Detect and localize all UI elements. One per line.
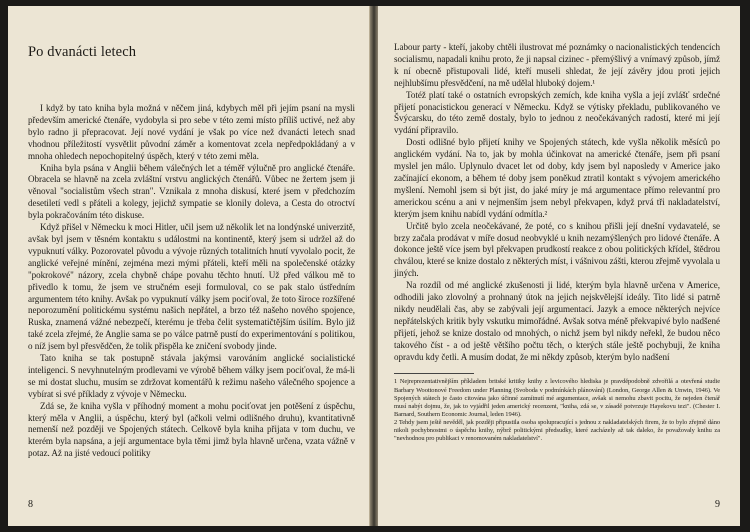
footnote: 1 Nejreprezentativnějším příkladem britské kritiky knihy z levicového hlediska je pravděpodobně zdvořilá a otevřená studie Barbary Woottonové Freedom under Planning (Svoboda v podmínkách plánování) (London, George Allen & Unwin, 1946). Ve Spojených státech je často citována jako účinné zamítnutí mé argumentace, avšak si nemohu zbavit pocitu, že nejeden čtenář musí nabýt dojmu, že, jak to vyjádřil jeden americký recenzent, "kniha, zdá se, v zásadě potvrzuje Hayekovu tezi". (Chester I. Barnard, Southern Economic Journal, leden 1946). [394,378,720,418]
chapter-title: Po dvanácti letech [28,44,137,60]
book-gutter [370,6,378,526]
left-body [28,103,355,460]
left-page [8,6,370,526]
paragraph: Zdá se, že kniha vyšla v příhodný moment a mohu pociťovat jen potěšení z úspěchu, který měla v Anglii, a úspěchu, který byl (ačkoli velmi odlišného druhu), kvantitativně nemenší než později ve Spojených státech. Celkově byla kniha přijata v tom duchu, ve kterém byla napsána, a její argumentace byla těmi jimž byla hlavně určena, vzata vážně v potaz. Až na jisté vedoucí politiky [28,400,355,459]
page-number-right: 9 [715,499,720,510]
paragraph: I když by tato kniha byla možná v něčem jiná, kdybych měl při jejím psaní na mysli především americké čtenáře, vydobyla si pro sebe v této zemi místo příliš uctivé, než aby bylo radno ji přepracovat. Její nové vydání je však po více než dvanácti letech snad vhodnou příležitostí vysvětlit původní záměr a komentovat zcela nepředpokládaný a v mnoha ohledech nepochopitelný úspěch, který v této zemi měla. [28,103,355,161]
footnote: 2 Tehdy jsem ještě nevěděl, jak později připustila osoba spolupracující s jednou z nakladatelských firem, že to bylo zřejmě dáno nikoli pochybnostmi o úspěchu knihy, nýbrž politickými předsudky, které zacházely až tak daleko, že považovaly knihu za "nevhodnou pro publikaci v renomovaném nakladatelství". [394,418,720,443]
footnotes [394,378,720,443]
paragraph: Dosti odlišné bylo přijetí knihy ve Spojených státech, kde vyšla několik měsíců po anglickém vydání. Na to, jak by mohla účinkovat na americké čtenáře, jsem při psaní myslel jen málo. Uplynulo dvacet let od doby, kdy jsem byl naposledy v Americe jako začínající ekonom, a během té doby jsem poněkud ztratil kontakt s vývojem amerického myšlení. Nemohl jsem si být jist, do jaké míry je má argumentace přímo relevantní pro americkou scénu a ani v nejmenším jsem nebyl překvapen, když prvá tři nakladatelství, kterým jsem knihu nabídl vydání odmítla.² [394,137,720,219]
right-body [394,42,720,363]
paragraph: Určitě bylo zcela neočekávané, že poté, co s knihou přišli její dnešní vydavatelé, se brzy začala prodávat v míře dosud neobvyklé u knih nezamýšlených pro lidové čtenáře. A dokonce ještě více jsem byl překvapen prudkostí reakce z obou politických křídel, štědrou chválou, které se knize dostalo z některých míst, i vášnivou zášti, kterou zřejmě vyvolala u jiných. [394,220,720,279]
paragraph: Labour party - kteří, jakoby chtěli ilustrovat mé poznámky o nacionalistických tendencích socialismu, napadali knihu proto, že ji napsal cizinec - přemýšlivý a vnímavý způsob, jímž k ní obecně přistupovali lidé, kteří museli shledat, že její závěry jdou proti jejich nejhlubšímu přesvědčení, na mě udělal hluboký dojem.¹ [394,42,720,88]
paragraph: Když přišel v Německu k moci Hitler, učil jsem už několik let na londýnské univerzitě, avšak byl jsem v těsném kontaktu s událostmi na kontinentě, který jsem si udržel až do vypuknutí války. Pozorovatel původu a vývoje různých totalitních hnutí vyvolalo pocit, že anglické veřejné mínění, zejména mezi mými přáteli, kteří měli na společenské otázky "pokrokové" názory, zcela chybně chápe povahu těchto hnutí. Už před válkou mě to přivedlo k tomu, že jsem ve stručném eseji formuloval, co se pak stalo ústředním argumentem této knihy. Avšak po vypuknutí války jsem pociťoval, že toto široce rozšířené neporozumění politickému systému našich nepřátel, a brzo též našeho nového spojence, Ruska, znamená vážné nebezpečí, kterému je třeba čelit systematičtějším úsilím. Bylo již také zcela zřejmé, že Anglie sama se po válce patrně pustí do experimentování s politikou, o níž jsem byl přesvědčen, že tolik přispěla ke zničení svobody jinde. [28,222,355,352]
paragraph: Totéž platí také o ostatních evropských zemích, kde kniha vyšla a její zvlášť srdečné přijetí ponacistickou generací v Německu. Když se výtisky překladu, publikovaného ve Švýcarsku, do této země dostaly, bylo to jednou z neočekávaných radostí, které mi její vydání připravilo. [394,89,720,136]
footnote-divider [394,373,474,374]
paragraph: Kniha byla psána v Anglii během válečných let a téměř výlučně pro anglické čtenáře. Obracela se hlavně na zcela zvláštní vrstvu anglických čtenářů. Vůbec ne žertem jsem ji věnoval "socialistům všech stran". Vznikala z mnoha diskusí, které jsem v předchozím desetiletí vedl s přáteli a kolegy, jejichž sympatie se klonily doleva, a Cesta do otroctví byla pokračováním této diskuse. [28,162,355,221]
paragraph: Tato kniha se tak postupně stávala jakýmsi varováním anglické socialistické inteligenci. S nevyhnutelným prodlevami ve výrobě během války jsem pociťoval, že má-li se mi dostat sluchu, musím se zdržovat komentářů k režimu našeho válečného spojence a vybírat si své příklady z vývoje v Německu. [28,353,355,399]
paragraph: Na rozdíl od mé anglické zkušenosti ji lidé, kterým byla hlavně určena v Americe, odhodili jako zlovolný a prohnaný útok na jejich nejskvělejší ideály. Tito lidé si patrně nikdy neudělali čas, aby se zabývali její argumentací. Jazyk a emoce některých nejvíce nepřátelských kritik byly vskutku mimořádné. Avšak sotva méně překvapivé bylo nadšené přijetí, jehož se knize dostalo od mnohých, o nichž jsem byl nikdy neřekl, že budou něco takového číst - a od ještě většího počtu těch, o kterých stále ještě pochybuji, že kniha opravdu kdy četli. A musím dodat, že mi někdy způsob, kterým bylo nadšení [394,280,720,362]
page-number-left: 8 [28,499,33,510]
right-page [378,6,740,526]
